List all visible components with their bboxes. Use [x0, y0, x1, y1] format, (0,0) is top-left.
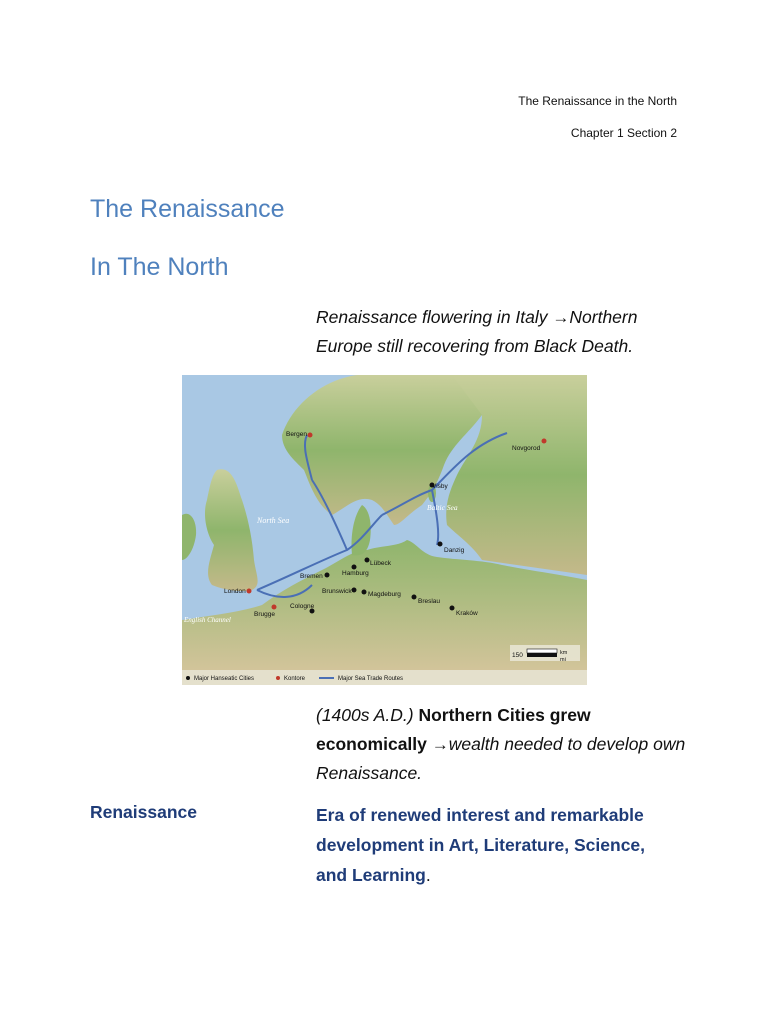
map-scale-bar	[510, 645, 580, 663]
svg-text:Brunswick: Brunswick	[322, 588, 352, 595]
svg-text:Lübeck: Lübeck	[370, 560, 391, 567]
legend-hanseatic-cities: Major Hanseatic Cities	[194, 676, 255, 682]
svg-text:Danzig: Danzig	[444, 547, 465, 554]
intro-paragraph	[316, 303, 696, 361]
arrow-right-icon: →	[431, 735, 449, 754]
definition-text	[316, 800, 676, 890]
definition-period: .	[425, 865, 431, 885]
svg-text:Visby: Visby	[432, 483, 448, 490]
running-header-title: The Renaissance in the North	[518, 94, 677, 108]
page-title-line1: The Renaissance	[90, 195, 285, 223]
bold-text-cities: Northern Cities grew	[418, 705, 591, 725]
running-header-chapter: Chapter 1 Section 2	[570, 126, 677, 140]
scale-unit-km: km	[560, 650, 568, 656]
intro-text-part2: Northern Europe still recovering from Black Death.	[316, 307, 638, 356]
bold-text-economically: economically	[316, 734, 427, 754]
intro-text-part1: Renaissance flowering in Italy	[316, 307, 548, 327]
city-visby	[430, 483, 449, 491]
map-legend	[182, 670, 587, 685]
arrow-right-icon: →	[552, 308, 570, 327]
definition-term: Renaissance	[90, 802, 198, 822]
svg-text:Magdeburg: Magdeburg	[368, 591, 401, 598]
hanseatic-trade-map	[182, 375, 587, 685]
date-text: (1400s A.D.)	[316, 705, 414, 725]
svg-text:Brugge: Brugge	[254, 611, 275, 618]
svg-text:Bergen: Bergen	[286, 431, 307, 438]
legend-kontore: Kontore	[284, 676, 306, 682]
legend-trade-routes: Major Sea Trade Routes	[338, 676, 404, 682]
definition-body: Era of renewed interest and remarkable development in Art, Literature, Science, and Learning	[316, 805, 646, 885]
label-north-sea: North Sea	[257, 516, 290, 525]
label-english-channel: English Channel	[184, 616, 231, 624]
svg-text:Hamburg: Hamburg	[342, 570, 369, 577]
label-baltic-sea: Baltic Sea	[427, 503, 458, 512]
scale-value: 150	[512, 652, 523, 659]
svg-text:Kraków: Kraków	[456, 610, 478, 617]
svg-text:Bremen: Bremen	[300, 573, 323, 580]
city-brunswick	[322, 588, 357, 596]
svg-text:London: London	[224, 588, 246, 595]
page-title-line2: In The North	[90, 253, 229, 281]
scale-unit-mi: mi	[560, 657, 566, 663]
svg-text:Novgorod: Novgorod	[512, 445, 541, 452]
economy-paragraph	[316, 701, 696, 788]
wealth-text: wealth needed to develop own Renaissance.	[316, 734, 686, 783]
city-magdeburg	[362, 590, 402, 599]
svg-text:Breslau: Breslau	[418, 598, 441, 605]
svg-text:Cologne: Cologne	[290, 603, 315, 610]
